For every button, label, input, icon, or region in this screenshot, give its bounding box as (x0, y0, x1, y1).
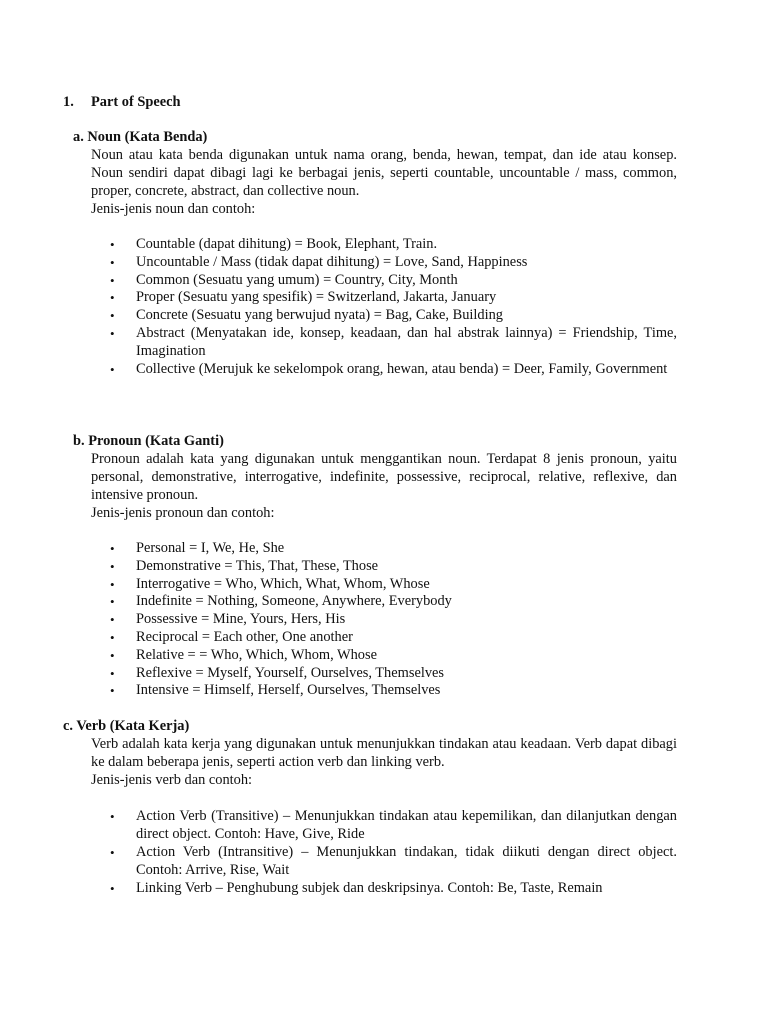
bullet-icon: • (110, 665, 115, 681)
list-item (110, 272, 677, 290)
bullet-icon: • (110, 594, 115, 610)
list-item-text: Action Verb (Transitive) – Menunjukkan tindakan atau kepemilikan, dan dilanjutkan dengan direct object. Contoh: Have, Give, Ride (136, 808, 677, 842)
list-item (110, 629, 677, 647)
list-item (110, 682, 677, 700)
bullet-icon: • (110, 541, 115, 556)
bullet-icon: • (110, 647, 115, 663)
list-item-text: Intensive = Himself, Herself, Ourselves, Themselves (136, 682, 441, 699)
pronoun-type-list (110, 540, 677, 700)
list-item-text: Reflexive = Myself, Yourself, Ourselves, Themselves (136, 664, 445, 681)
list-item (110, 647, 677, 665)
list-item-text: Action Verb (Intransitive) – Menunjukkan tindakan, tidak diikuti dengan direct object. Contoh: Arrive, Rise, Wait (136, 844, 677, 878)
list-intro-noun: Jenis-jenis noun dan contoh: (91, 201, 256, 217)
list-item-text: Reciprocal = Each other, One another (136, 628, 353, 645)
list-item (110, 361, 677, 379)
list-intro-pronoun: Jenis-jenis pronoun dan contoh: (91, 505, 275, 521)
list-item (110, 576, 677, 594)
list-item (110, 558, 677, 576)
list-item (110, 880, 677, 898)
list-item-text: Relative = = Who, Which, Whom, Whose (136, 646, 377, 663)
list-intro-verb: Jenis-jenis verb dan contoh: (91, 772, 253, 788)
bullet-icon: • (110, 612, 115, 628)
section-heading-noun: a. Noun (Kata Benda) (73, 129, 208, 145)
bullet-icon: • (110, 576, 115, 592)
list-item (110, 665, 677, 683)
list-item-text: Uncountable / Mass (tidak dapat dihitung) = Love, Sand, Happiness (136, 253, 528, 270)
list-item-text: Proper (Sesuatu yang spesifik) = Switzerland, Jakarta, January (136, 289, 497, 306)
bullet-icon: • (110, 237, 115, 252)
bullet-icon: • (110, 254, 115, 270)
bullet-icon: • (110, 845, 115, 861)
list-item-text: Abstract (Menyatakan ide, konsep, keadaan, dan hal abstrak lainnya) = Friendship, Time, Imagination (136, 324, 677, 359)
list-item (110, 611, 677, 629)
list-item-text: Common (Sesuatu yang umum) = Country, City, Month (136, 271, 458, 288)
bullet-icon: • (110, 272, 115, 288)
bullet-icon: • (110, 361, 115, 377)
list-item (110, 844, 677, 880)
verb-type-list (110, 808, 677, 899)
paragraph-text: Verb adalah kata kerja yang digunakan untuk menunjukkan tindakan atau keadaan. Verb dapat dibagi ke dalam beberapa jenis, seperti action verb dan linking verb. (91, 736, 677, 770)
list-item-text: Interrogative = Who, Which, What, Whom, Whose (136, 575, 430, 592)
section-heading-pronoun: b. Pronoun (Kata Ganti) (73, 433, 224, 449)
list-item (110, 236, 677, 254)
bullet-icon: • (110, 308, 115, 324)
section-paragraph-verb (91, 736, 677, 772)
paragraph-text: Noun atau kata benda digunakan untuk nama orang, benda, hewan, tempat, dan ide atau konsep. Noun sendiri dapat dibagi lagi ke berbagai jenis, seperti countable, uncountable / mass, common, proper, concrete, abstract, dan collective noun. (91, 147, 677, 199)
bullet-icon: • (110, 683, 115, 699)
list-item-text: Demonstrative = This, That, These, Those (136, 557, 379, 574)
bullet-icon: • (110, 881, 115, 897)
list-item (110, 325, 677, 361)
bullet-icon: • (110, 558, 115, 574)
list-item (110, 540, 677, 558)
list-item-text: Linking Verb – Penghubung subjek dan deskripsinya. Contoh: Be, Taste, Remain (136, 880, 603, 897)
section-heading-verb: c. Verb (Kata Kerja) (63, 718, 190, 734)
list-item-text: Countable (dapat dihitung) = Book, Elephant, Train. (136, 236, 438, 252)
section-paragraph-noun (91, 147, 677, 200)
list-item-text: Collective (Merujuk ke sekelompok orang, hewan, atau benda) = Deer, Family, Government (136, 360, 668, 377)
bullet-icon: • (110, 809, 115, 824)
noun-type-list (110, 236, 677, 378)
list-item (110, 254, 677, 272)
section-paragraph-pronoun (91, 451, 677, 504)
list-item (110, 307, 677, 325)
list-item (110, 593, 677, 611)
bullet-icon: • (110, 325, 115, 341)
bullet-icon: • (110, 290, 115, 306)
list-item-text: Personal = I, We, He, She (136, 540, 285, 556)
list-item (110, 808, 677, 844)
bullet-icon: • (110, 629, 115, 645)
heading-number: 1. (63, 94, 74, 110)
list-item (110, 289, 677, 307)
page-title: Part of Speech (91, 94, 181, 110)
paragraph-text: Pronoun adalah kata yang digunakan untuk menggantikan noun. Terdapat 8 jenis pronoun, yaitu personal, demonstrative, interrogative, indefinite, possessive, reciprocal, relative, reflexive, dan intensive pronoun. (91, 451, 677, 503)
list-item-text: Concrete (Sesuatu yang berwujud nyata) = Bag, Cake, Building (136, 307, 503, 324)
list-item-text: Indefinite = Nothing, Someone, Anywhere, Everybody (136, 593, 452, 610)
list-item-text: Possessive = Mine, Yours, Hers, His (136, 611, 346, 628)
